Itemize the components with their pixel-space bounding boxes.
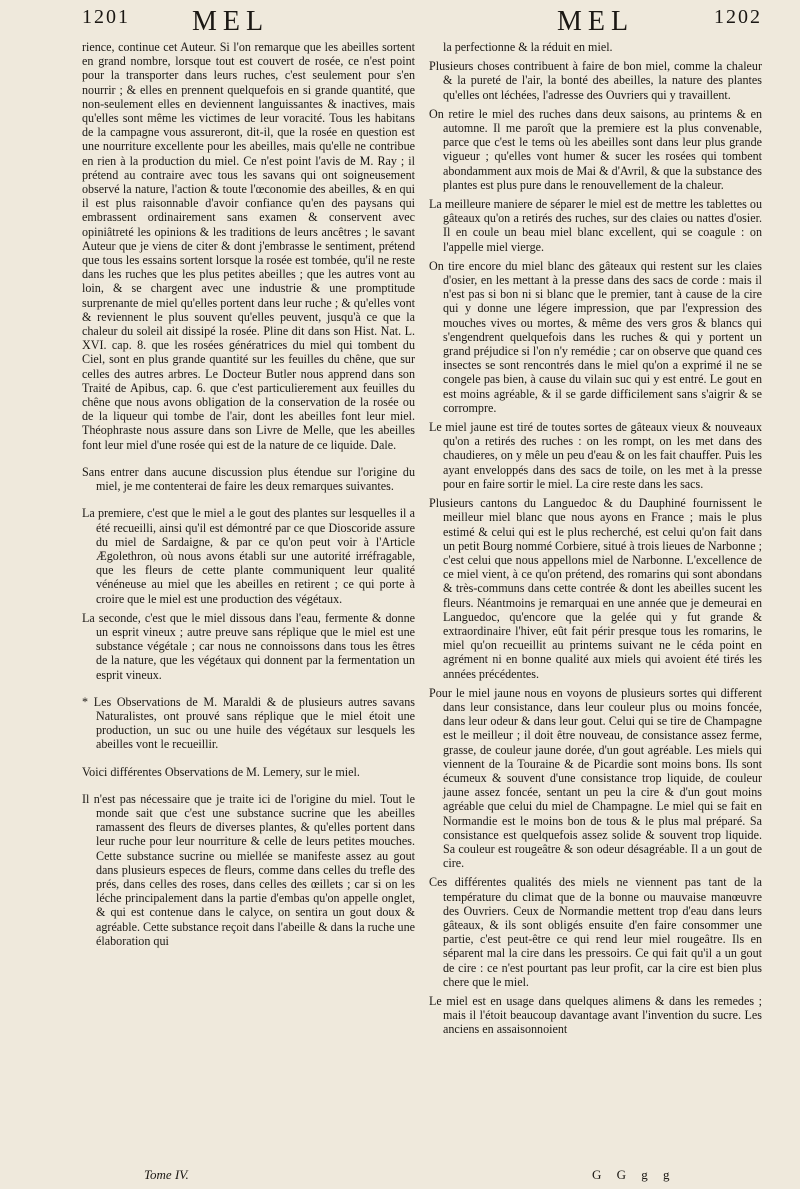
paragraph: * Les Observations de M. Maraldi & de plusieurs autres savans Naturalistes, ont prouvé sans réplique que le miel étoit une production, un suc ou une huile des végétaux sur lesquels les abeilles vont le recueillir. — [82, 694, 415, 752]
paragraph: Le miel est en usage dans quelques alimens & dans les remedes ; mais il l'étoit beaucoup davantage avant l'invention du sucre. Les anciens en assaisonnoient — [429, 994, 762, 1037]
paragraph: Pour le miel jaune nous en voyons de plusieurs sortes qui different dans leur consistance, dans leur couleur plus ou moins foncée, dans leur odeur & dans leur gout. Celui qui se tire de Champagne est le meilleur ; il doit être nouveau, de consistance assez ferme, grasse, de couleur jaune dorée, d'un gout agréable. Les miels qui viennent de la Touraine & de Picardie sont moins bons. Ils sont écumeux & souvent d'une consistance trop liquide, de couleur jaune assez foncée, sentant un peu la cire & d'un gout moins agréable que celui du miel de Champagne. Le miel qui se fait en Normandie est le moins bon de tous & le plus mal préparé. Sa consistance est quelquefois assez solide & souvent trop liquide. Sa couleur est rougeâtre & son odeur désagréable. Il a un gout de cire. — [429, 685, 762, 871]
page-footer — [82, 1167, 762, 1187]
paragraph: La meilleure maniere de séparer le miel est de mettre les tablettes ou gâteaux qu'on a retirés des ruches, sur des claies ou nattes d'osier. Il en coule un beau miel blanc excellent, qui se coagule : on l'appelle miel vierge. — [429, 197, 762, 254]
volume-label: Tome IV. — [144, 1167, 189, 1182]
paragraph: Ces différentes qualités des miels ne viennent pas tant de la température du climat que de la bonne ou mauvaise manœuvre des Ouvriers. Ceux de Normandie mettent trop d'eau dans leurs gâteaux, & ils sont obligés ensuite d'en faire consommer une partie, c'est peut-être ce qui rend leur miel rougeâtre. Ils en séparent mal la cire dans les pressoirs. Ce qui fait qu'il a un gout de cire : ce n'est pourtant pas leur profit, car la cire est bien plus chere que le miel. — [429, 875, 762, 989]
page-number-left: 1201 — [82, 6, 130, 28]
paragraph: Il n'est pas nécessaire que je traite ici de l'origine du miel. Tout le monde sait que c'est une substance sucrine que les abeilles ramassent des fleurs de diverses plantes, & qu'elles portent dans leur ruche pour leur nourriture & celle de leurs petites mouches. Cette substance sucrine ou miellée se manifeste assez au gout dans plusieurs especes de fleurs, comme dans celles du trefle des prés, dans celles des roses, dans celles des œillets ; car si on les léche principalement dans la partie d'embas qu'on appelle onglet, & qui est contenue dans le calyce, on sentira un gout doux & agréable. Cette substance reçoit dans l'abeille & dans la ruche une élaboration qui — [82, 791, 415, 948]
left-column — [82, 40, 415, 1163]
paragraph: La seconde, c'est que le miel dissous dans l'eau, fermente & donne un esprit vineux ; autre preuve sans réplique que le miel est une substance végétale ; car nous ne connoissons dans tous les êtres de la nature, que les végétaux qui donnent par la fermentation un esprit vineux. — [82, 610, 415, 682]
page-number-right: 1202 — [714, 6, 762, 28]
paragraph: On tire encore du miel blanc des gâteaux qui restent sur les claies d'osier, en les mettant à la presse dans des sacs de corde : mais il n'est pas si bon ni si blanc que le premier, tant à cause de la cire qui y donne une légere impression, que par l'expression des mouches vives ou mortes, & même des vers gros & blancs qui s'engendrent quelquefois dans les ruches & qui y portent un grand préjudice si l'on n'y remédie ; car on observe que quand ces insectes se sont rencontrés dans le miel qu'on a exprimé il ne se congele pas bien, à cause du vilain suc qui y est entré. Le gout en est moins agréable, & il se garde difficilement sans s'aigrir & se corrompre. — [429, 258, 762, 415]
paragraph: On retire le miel des ruches dans deux saisons, au printems & en automne. Il me paroît que la premiere est la plus convenable, parce que c'est le tems où les abeilles sont dans leur plus grande vigueur ; qu'elles vont humer & sucer les rosées qui tombent abondamment aux mois de Mai & d'Avril, & que la substance des plantes est plus pure dans le renouvellement de la chaleur. — [429, 106, 762, 192]
text-columns — [82, 40, 762, 1163]
paragraph: la perfectionne & la réduit en miel. — [443, 40, 613, 54]
page-header — [82, 6, 762, 38]
right-column — [429, 40, 762, 1163]
paragraph: Plusieurs cantons du Languedoc & du Dauphiné fournissent le meilleur miel blanc que nous ayons en France ; mais le plus estimé & celui qui est le plus recherché, est celui qu'on fait dans un petit Bourg nommé Corbiere, situé à trois lieues de Narbonne ; c'est celui que nous appellons miel de Narbonne. L'excellence de ce miel vient, à ce qu'on prétend, des romarins qui sont abondans & très-communs dans cette contrée & dont les abeilles sucent les fleurs. Néantmoins je remarquai en une année que je demeurai en Languedoc, qu'encore que la gelée qui y fut grande & extraordinaire l'hiver, eût fait périr presque tous les romarins, le miel qu'on recueillit au printems suivant ne le céda point en agrément ni en bonne qualité aux miels qui avoient été tirés les années précédentes. — [429, 496, 762, 681]
running-head-left: MEL — [192, 6, 270, 37]
paragraph: La premiere, c'est que le miel a le gout des plantes sur lesquelles il a été recueilli, ainsi qu'il est démontré par ce que Dioscoride assure du miel de Sardaigne, & par ce qu'on peut voir à l'Article Ægolethron, où nous avons établi sur une autorité irréfragable, que les fleurs de cette plante communiquent leur qualité vénéneuse au miel que les abeilles en retirent ; ce qui porte à croire que le miel est une production des végétaux. — [82, 506, 415, 606]
paragraph: Plusieurs choses contribuent à faire de bon miel, comme la chaleur & la pureté de l'air, la bonté des abeilles, la nature des plantes qu'elles ont léchées, l'adresse des Ouvriers qui y travaillent. — [429, 59, 762, 102]
paragraph: Voici différentes Observations de M. Lemery, sur le miel. — [82, 764, 360, 779]
signature-mark: G G g g — [592, 1167, 676, 1182]
paragraph: rience, continue cet Auteur. Si l'on remarque que les abeilles sortent en grand nombre, lorsque tout est couvert de rosée, ce n'est point pour la transporter dans leurs ruches, c'est seulement pour s'en nourrir ; & elles en prennent quelquefois en si grande quantité, que non-seulement elles en deviennent languissantes & inactives, mais qu'elles sont même les victimes de leur voracité. Tous les habitans de la campagne vous assureront, dit-il, que la rosée en question est une nourriture excellente pour les abeilles, mais qu'elle ne contribue en rien à la production du miel. Ce n'est point l'avis de M. Ray ; il prétend au contraire avec tous les savans qui ont soigneusement observé la nature, l'action & toute l'œconomie des abeilles, & en qui il est plus raisonnable d'avoir confiance qu'en des paysans qui embrassent ordinairement sans examen & conservent avec opiniâtreté les opinions & les traditions de leurs ancêtres ; le savant Auteur que je viens de citer & dont j'embrasse le sentiment, prétend que tous les essains sortent lorsque la rosée est tombée, qu'il ne reste dans les ruches que les plus petites abeilles ; que les autres vont au loin, & se chargent avec une industrie & une promptitude surprenante de miel qu'elles portent dans leur ruche ; & qu'elles vont & reviennent le plus souvent qu'elles peuvent, jusqu'à ce que la chaleur du soleil ait dissipé la rosée. Pline dit dans son Hist. Nat. L. XVI. cap. 8. que les rosées génératrices du miel qui tombent du Ciel, sont en plus grande quantité sur les feuilles du chêne, que sur celles des autres arbres. Le Docteur Butler nous apprend dans son Traité de Apibus, cap. 6. que c'est particulierement aux feuilles du chêne que nous avons obligation de la conservation de la rosée ou de la liqueur qui tombe de l'air, dont les abeilles font leur miel. Théophraste nous assure dans son Livre de Melle, que les abeilles font leur miel d'une rosée qui est de la nature de ce liquide. Dale. — [82, 40, 415, 452]
paragraph: Sans entrer dans aucune discussion plus étendue sur l'origine du miel, je me contenterai de faire les deux remarques suivantes. — [82, 464, 415, 494]
paragraph: Le miel jaune est tiré de toutes sortes de gâteaux vieux & nouveaux qu'on a retirés des ruches : on les rompt, on les met dans des chaudieres, on y mêle un peu d'eau & on les fait chauffer. Puis les ayant enveloppés dans des sacs de toile, on les met à la presse pour en faire sortir le miel. La cire reste dans les sacs. — [429, 420, 762, 491]
running-head-right: MEL — [557, 6, 635, 37]
